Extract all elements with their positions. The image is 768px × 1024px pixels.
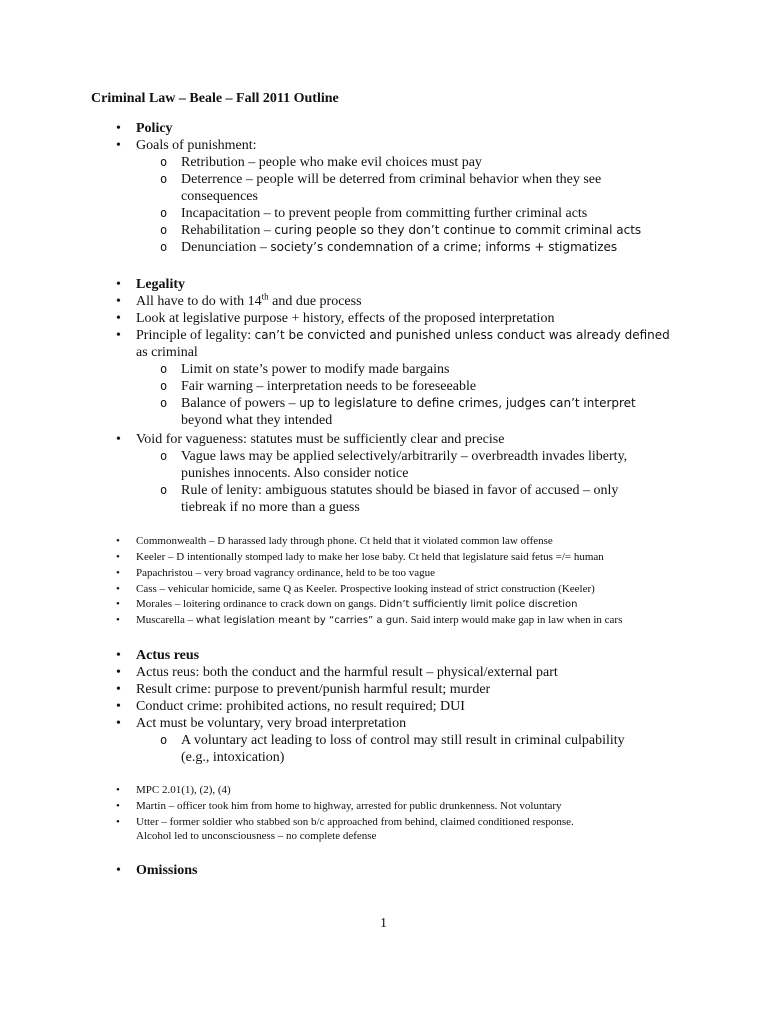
- sub-bullet-icon: o: [160, 155, 168, 169]
- section-heading-legality: Legality: [136, 277, 185, 292]
- sub-bullet-icon: o: [160, 206, 168, 220]
- text-run: Said interp would make gap in law when in cars: [407, 614, 623, 626]
- text-run: and due process: [268, 294, 362, 309]
- bullet-icon: •: [116, 583, 120, 595]
- list-item-continuation: beyond what they intended: [181, 413, 333, 428]
- list-item-continuation: as criminal: [136, 345, 198, 360]
- text-run: Rehabilitation –: [181, 223, 275, 238]
- bullet-icon: •: [116, 665, 121, 680]
- list-item: Retribution – people who make evil choices must pay: [181, 155, 482, 170]
- list-item-continuation: (e.g., intoxication): [181, 750, 285, 765]
- sub-bullet-icon: o: [160, 223, 168, 237]
- bullet-icon: •: [116, 716, 121, 731]
- list-item: Deterrence – people will be deterred from criminal behavior when they see: [181, 172, 602, 187]
- list-item: [181, 239, 617, 256]
- sub-bullet-icon: o: [160, 240, 168, 254]
- text-run: Principle of legality:: [136, 328, 255, 343]
- text-run: what legislation meant by “carries” a gun.: [195, 615, 408, 626]
- list-item: Fair warning – interpretation needs to be foreseeable: [181, 379, 477, 394]
- text-run: up to legislature to define crimes, judges can’t interpret: [299, 396, 636, 410]
- bullet-icon: •: [116, 614, 120, 626]
- bullet-icon: •: [116, 863, 121, 878]
- text-run: Muscarella –: [136, 614, 196, 626]
- bullet-icon: •: [116, 138, 121, 153]
- list-item: Goals of punishment:: [136, 138, 257, 153]
- text-run: All have to do with 14: [136, 294, 262, 309]
- sub-bullet-icon: o: [160, 483, 168, 497]
- bullet-icon: •: [116, 816, 120, 828]
- list-item: Act must be voluntary, very broad interpretation: [136, 716, 407, 731]
- list-item-continuation: consequences: [181, 189, 258, 204]
- list-item: Limit on state’s power to modify made bargains: [181, 362, 450, 377]
- list-item: [136, 327, 670, 344]
- case-item: Papachristou – very broad vagrancy ordinance, held to be too vague: [136, 567, 436, 579]
- list-item: Rule of lenity: ambiguous statutes should be biased in favor of accused – only: [181, 483, 619, 498]
- case-item: Keeler – D intentionally stomped lady to make her lose baby. Ct held that legislature said fetus =/= human: [136, 551, 604, 563]
- text-run: curing people so they don’t continue to commit criminal acts: [274, 223, 642, 237]
- list-item-continuation: tiebreak if no more than a guess: [181, 500, 360, 515]
- text-run: Balance of powers –: [181, 396, 300, 411]
- list-item-continuation: punishes innocents. Also consider notice: [181, 466, 409, 481]
- bullet-icon: •: [116, 551, 120, 563]
- bullet-icon: •: [116, 800, 120, 812]
- bullet-icon: •: [116, 311, 121, 326]
- case-item: [136, 598, 577, 611]
- case-item: Martin – officer took him from home to highway, arrested for public drunkenness. Not voluntary: [136, 800, 562, 812]
- section-heading-omissions: Omissions: [136, 863, 198, 878]
- text-run: Didn’t sufficiently limit police discretion: [379, 599, 578, 610]
- list-item: Vague laws may be applied selectively/arbitrarily – overbreadth invades liberty,: [181, 449, 628, 464]
- sub-bullet-icon: o: [160, 449, 168, 463]
- case-item-continuation: Alcohol led to unconsciousness – no complete defense: [136, 830, 377, 842]
- text-run: Denunciation –: [181, 240, 271, 255]
- list-item: Void for vagueness: statutes must be sufficiently clear and precise: [136, 432, 505, 447]
- list-item: [181, 222, 641, 239]
- text-run: can’t be convicted and punished unless conduct was already defined: [254, 328, 670, 342]
- bullet-icon: •: [116, 121, 121, 136]
- list-item: Result crime: purpose to prevent/punish harmful result; murder: [136, 682, 491, 697]
- list-item: [181, 395, 636, 412]
- text-run: society’s condemnation of a crime; informs + stigmatizes: [270, 240, 618, 254]
- list-item: A voluntary act leading to loss of control may still result in criminal culpability: [181, 733, 625, 748]
- text-run: Morales – loitering ordinance to crack down on gangs.: [136, 598, 380, 610]
- bullet-icon: •: [116, 277, 121, 292]
- list-item: Incapacitation – to prevent people from committing further criminal acts: [181, 206, 588, 221]
- page-number: 1: [380, 916, 387, 931]
- bullet-icon: •: [116, 567, 120, 579]
- bullet-icon: •: [116, 328, 121, 343]
- bullet-icon: •: [116, 598, 120, 610]
- page-title: Criminal Law – Beale – Fall 2011 Outline: [91, 91, 339, 106]
- case-item: MPC 2.01(1), (2), (4): [136, 784, 231, 796]
- bullet-icon: •: [116, 294, 121, 309]
- sub-bullet-icon: o: [160, 362, 168, 376]
- sub-bullet-icon: o: [160, 733, 168, 747]
- section-heading-actus-reus: Actus reus: [136, 648, 200, 663]
- bullet-icon: •: [116, 699, 121, 714]
- case-item: [136, 614, 622, 627]
- section-heading-policy: Policy: [136, 121, 173, 136]
- bullet-icon: •: [116, 784, 120, 796]
- list-item: [136, 293, 362, 310]
- bullet-icon: •: [116, 682, 121, 697]
- sub-bullet-icon: o: [160, 379, 168, 393]
- sub-bullet-icon: o: [160, 172, 168, 186]
- sub-bullet-icon: o: [160, 396, 168, 410]
- superscript: th: [261, 291, 269, 302]
- bullet-icon: •: [116, 432, 121, 447]
- case-item: Utter – former soldier who stabbed son b/c approached from behind, claimed conditioned response.: [136, 816, 574, 828]
- list-item: Look at legislative purpose + history, effects of the proposed interpretation: [136, 311, 555, 326]
- case-item: Cass – vehicular homicide, same Q as Keeler. Prospective looking instead of strict construction (Keeler): [136, 583, 595, 595]
- case-item: Commonwealth – D harassed lady through phone. Ct held that it violated common law offense: [136, 535, 553, 547]
- bullet-icon: •: [116, 648, 121, 663]
- list-item: Conduct crime: prohibited actions, no result required; DUI: [136, 699, 465, 714]
- bullet-icon: •: [116, 535, 120, 547]
- list-item: Actus reus: both the conduct and the harmful result – physical/external part: [136, 665, 558, 680]
